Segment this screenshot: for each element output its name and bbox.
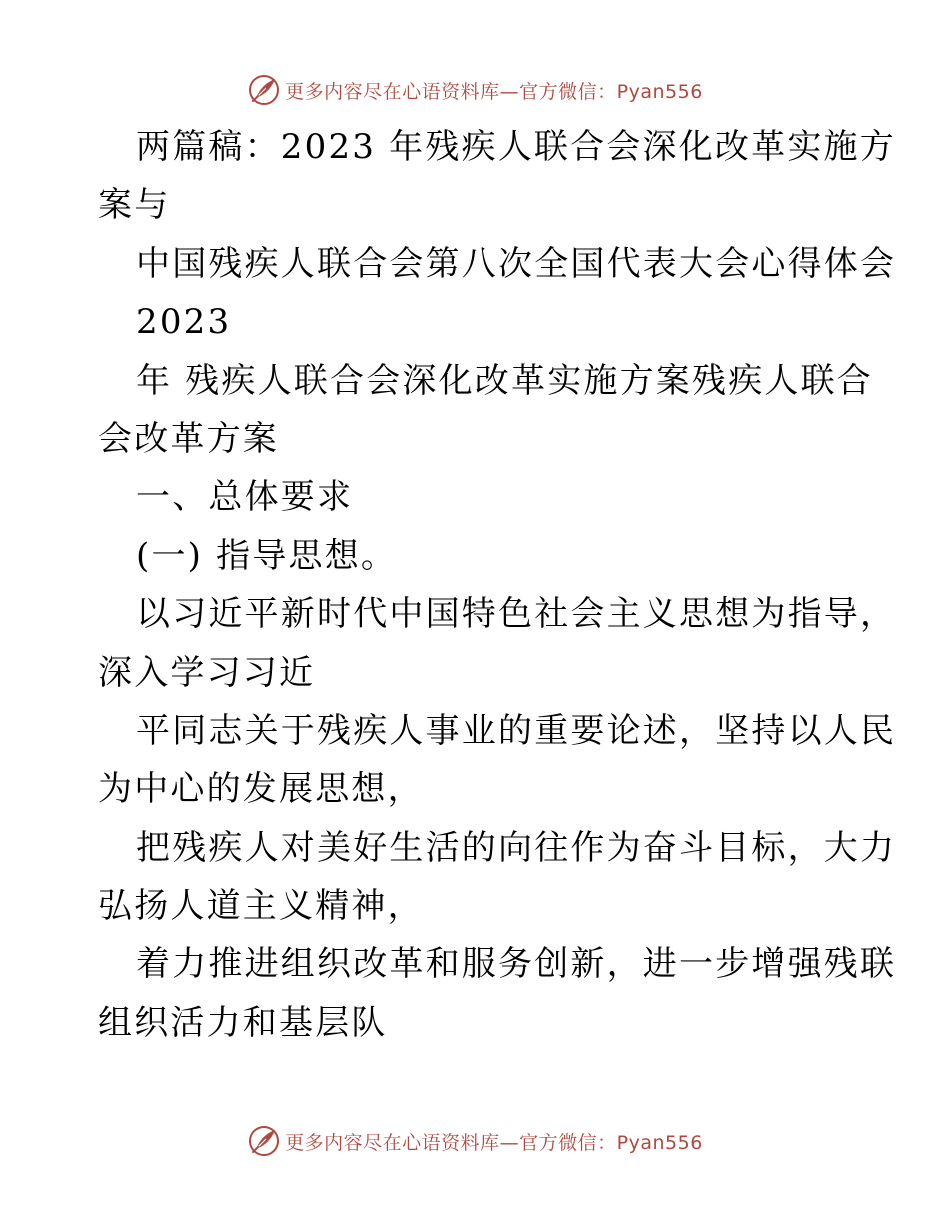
document-line: 弘扬人道主义精神，: [98, 886, 424, 927]
document-line: 案与: [98, 185, 171, 226]
header-banner-text: 更多内容尽在心语资料库—官方微信：Pyan556: [285, 80, 703, 103]
feather-pen-logo-icon: [247, 1124, 281, 1158]
document-line: 组织活力和基层队: [98, 1002, 388, 1043]
document-line: 年 残疾人联合会深化改革实施方案残疾人联合: [136, 360, 874, 401]
document-line: 2023: [136, 302, 232, 343]
subsection-heading: (一) 指导思想。: [136, 535, 398, 576]
header-banner: [0, 70, 950, 110]
document-line: 平同志关于残疾人事业的重要论述，坚持以人民: [136, 710, 897, 751]
document-line: 会改革方案: [98, 418, 279, 459]
document-line: 以习近平新时代中国特色社会主义思想为指导，: [136, 594, 897, 635]
document-line: 着力推进组织改革和服务创新，进一步增强残联: [136, 944, 897, 985]
feather-pen-logo-icon: [247, 73, 281, 107]
section-heading: 一、总体要求: [136, 477, 354, 518]
document-line: 把残疾人对美好生活的向往作为奋斗目标，大力: [136, 827, 897, 868]
document-line: 为中心的发展思想，: [98, 769, 424, 810]
document-line: 深入学习习近: [98, 652, 316, 693]
document-line: 中国残疾人联合会第八次全国代表大会心得体会: [136, 243, 897, 284]
document-line: 两篇稿：2023 年残疾人联合会深化改革实施方: [136, 127, 896, 167]
document-body: [98, 118, 897, 1052]
footer-banner-text: 更多内容尽在心语资料库—官方微信：Pyan556: [285, 1131, 703, 1154]
footer-banner: [0, 1121, 950, 1161]
